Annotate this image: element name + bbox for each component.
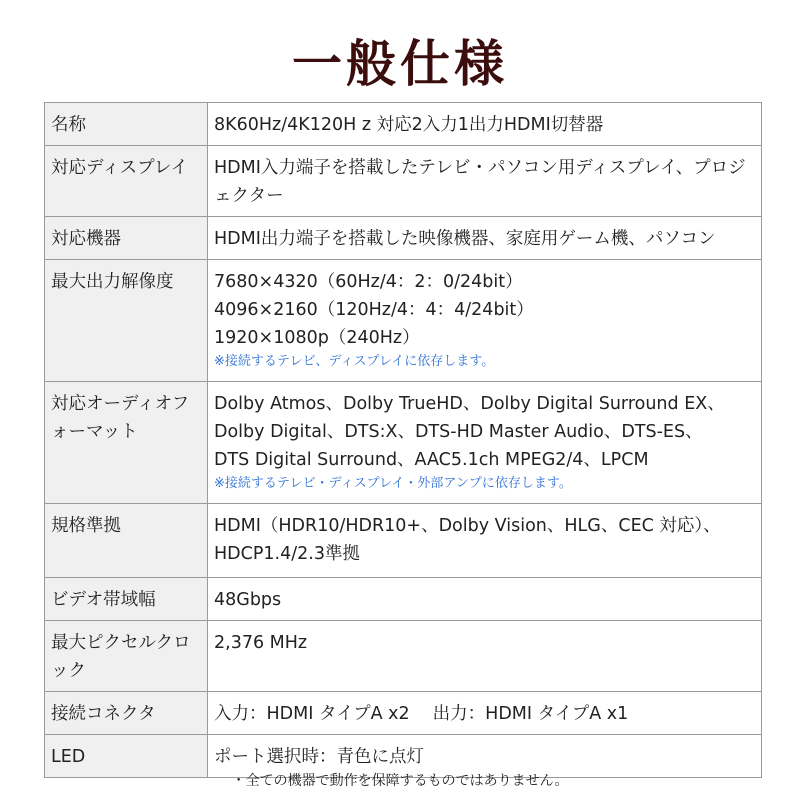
spec-label-line: LED <box>51 747 86 767</box>
spec-label <box>45 692 208 735</box>
spec-value-line: DTS Digital Surround、AAC5.1ch MPEG2/4、LPCM <box>214 450 649 470</box>
spec-label <box>45 621 208 692</box>
spec-row <box>45 260 762 382</box>
spec-label-line: 規格準拠 <box>51 516 121 536</box>
spec-value <box>208 260 762 382</box>
spec-label-line: ビデオ帯域幅 <box>51 590 156 610</box>
spec-value-line: HDMI（HDR10/HDR10+、Dolby Vision、HLG、CEC 対応）、 <box>214 516 721 536</box>
spec-row <box>45 578 762 621</box>
spec-value-line: 7680×4320（60Hz/4：2：0/24bit） <box>214 272 523 292</box>
spec-row <box>45 621 762 692</box>
spec-value <box>208 578 762 621</box>
spec-value-line: 2,376 MHz <box>214 633 308 653</box>
spec-label-line: 対応機器 <box>51 229 121 249</box>
spec-value-line: Dolby Atmos、Dolby TrueHD、Dolby Digital Surround EX、 <box>214 394 725 414</box>
spec-value <box>208 621 762 692</box>
spec-row <box>45 217 762 260</box>
spec-label <box>45 146 208 217</box>
spec-value-line: ポート選択時：青色に点灯 <box>214 747 424 767</box>
spec-value-line: 48Gbps <box>214 590 282 610</box>
spec-label <box>45 103 208 146</box>
spec-note: ※接続するテレビ・ディスプレイ・外部アンプに依存します。 <box>214 476 572 491</box>
spec-label-line: 名称 <box>51 115 86 135</box>
spec-value <box>208 103 762 146</box>
spec-row <box>45 692 762 735</box>
spec-value-line: 8K60Hz/4K120H z 対応2入力1出力HDMI切替器 <box>214 115 604 135</box>
spec-row <box>45 504 762 578</box>
spec-row <box>45 146 762 217</box>
spec-value <box>208 692 762 735</box>
spec-label-line: 最大ピクセル <box>51 633 156 653</box>
page-title: 一般仕様 <box>292 35 508 93</box>
spec-label <box>45 578 208 621</box>
spec-label-line: クロック <box>51 633 191 681</box>
spec-value-line: HDMI出力端子を搭載した映像機器、家庭用ゲーム機、パソコン <box>214 229 716 249</box>
spec-label-line: 接続コネクタ <box>51 704 156 724</box>
spec-value-line: HDCP1.4/2.3準拠 <box>214 544 360 564</box>
spec-value <box>208 382 762 504</box>
spec-value-line: 1920×1080p（240Hz） <box>214 328 420 348</box>
footer-note: ・全ての機器で動作を保障するものではありません。 <box>231 773 569 789</box>
spec-value <box>208 504 762 578</box>
spec-label <box>45 217 208 260</box>
spec-table <box>44 102 762 778</box>
spec-value-line: 4096×2160（120Hz/4：4：4/24bit） <box>214 300 534 320</box>
spec-row <box>45 382 762 504</box>
spec-label-line: 対応オーディオ <box>51 394 172 414</box>
spec-value-line: 入力：HDMI タイプA x2 出力：HDMI タイプA x1 <box>214 704 629 724</box>
spec-label-line: 最大出力解像度 <box>51 272 174 292</box>
spec-label-line: フォーマット <box>51 394 190 442</box>
spec-label-line: 対応ディスプレイ <box>51 158 189 178</box>
spec-value <box>208 217 762 260</box>
spec-label <box>45 260 208 382</box>
spec-note: ※接続するテレビ、ディスプレイに依存します。 <box>214 354 495 369</box>
spec-value <box>208 146 762 217</box>
spec-value-line: Dolby Digital、DTS:X、DTS-HD Master Audio、DTS-ES、 <box>214 422 703 442</box>
spec-row <box>45 103 762 146</box>
spec-label <box>45 504 208 578</box>
spec-value-line: HDMI入力端子を搭載したテレビ・パソコン用ディスプレイ、プロジェクター <box>214 158 746 206</box>
spec-label <box>45 382 208 504</box>
